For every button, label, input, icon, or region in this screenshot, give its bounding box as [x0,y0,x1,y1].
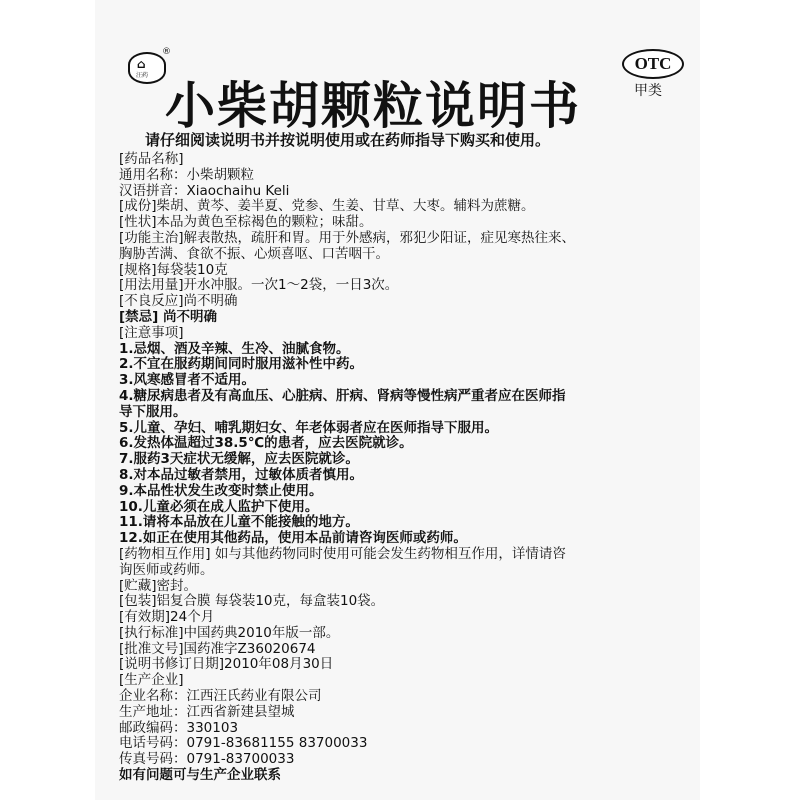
text-line: 企业名称：江西汪氏药业有限公司 [119,688,322,704]
text-line: 通用名称：小柴胡颗粒 [119,166,254,183]
list-item: 3.风寒感冒者不适用。 [119,372,256,389]
text-line: 传真号码：0791-83700033 [119,751,295,768]
contact-note: 如有问题可与生产企业联系 [119,767,281,783]
list-item: 5.儿童、孕妇、哺乳期妇女、年老体弱者应在医师指导下服用。 [119,419,499,436]
text-line: [有效期]24个月 [119,609,215,626]
text-line: 询医师或药师。 [119,561,214,578]
logo-emblem-icon: ⌂ [137,57,146,71]
logo-text: 汪药 [136,72,149,79]
list-item: 4.糖尿病患者及有高血压、心脏病、肝病、肾病等慢性病严重者应在医师指 [119,387,566,404]
text-line: [成份]柴胡、黄芩、姜半夏、党参、生姜、甘草、大枣。辅料为蔗糖。 [119,198,535,215]
document-title: 小柴胡颗粒说明书 [165,77,581,135]
text-line: [不良反应]尚不明确 [119,293,238,310]
text-line: [规格]每袋装10克 [119,261,228,278]
text-line: [功能主治]解表散热，疏肝和胃。用于外感病，邪犯少阳证，症见寒热往来、 [119,230,576,246]
text-line: 电话号码：0791-83681155 83700033 [119,735,368,752]
text-line: [执行标准]中国药典2010年版一部。 [119,624,340,641]
text-line: 胸胁苦满、食欲不振、心烦喜呕、口苦咽干。 [119,245,389,262]
list-item: 2.不宜在服药期间同时服用滋补性中药。 [119,356,364,373]
list-item: 6.发热体温超过38.5℃的患者，应去医院就诊。 [119,435,413,452]
text-line: 汉语拼音：Xiaochaihu Keli [119,182,290,199]
text-line: [批准文号]国药准字Z36020674 [119,640,316,657]
otc-class-label: 甲类 [634,83,662,99]
text-line: [性状]本品为黄色至棕褐色的颗粒；味甜。 [119,214,373,231]
section-heading: [注意事项] [119,324,184,341]
text-line: 邮政编码：330103 [119,719,239,736]
text-line: [禁忌] 尚不明确 [119,308,218,325]
list-item: 11.请将本品放在儿童不能接触的地方。 [119,514,359,531]
text-line: 生产地址：江西省新建县望城 [119,703,295,720]
otc-badge: OTC [622,49,684,79]
text-line: [药物相互作用] 如与其他药物同时使用可能会发生药物相互作用，详情请咨 [119,545,566,562]
registered-mark: ® [162,47,171,57]
document-subtitle: 请仔细阅读说明书并按说明使用或在药师指导下购买和使用。 [145,131,551,149]
list-item: 9.本品性状发生改变时禁止使用。 [119,482,323,499]
text-line: [说明书修订日期]2010年08月30日 [119,656,334,673]
text-line: [贮藏]密封。 [119,577,198,594]
list-item: 导下服用。 [119,403,187,420]
text-line: [包装]铝复合膜 每袋装10克，每盒装10袋。 [119,593,385,610]
list-item: 12.如正在使用其他药品，使用本品前请咨询医师或药师。 [119,530,467,547]
list-item: 8.对本品过敏者禁用，过敏体质者慎用。 [119,466,364,483]
list-item: 10.儿童必须在成人监护下使用。 [119,498,319,515]
list-item: 1.忌烟、酒及辛辣、生冷、油腻食物。 [119,340,350,357]
text-line: [用法用量]开水冲服。一次1～2袋，一日3次。 [119,277,399,294]
list-item: 7.服药3天症状无缓解，应去医院就诊。 [119,451,359,468]
company-logo [128,52,166,84]
section-heading: [药品名称] [119,151,184,167]
section-heading: [生产企业] [119,672,184,689]
